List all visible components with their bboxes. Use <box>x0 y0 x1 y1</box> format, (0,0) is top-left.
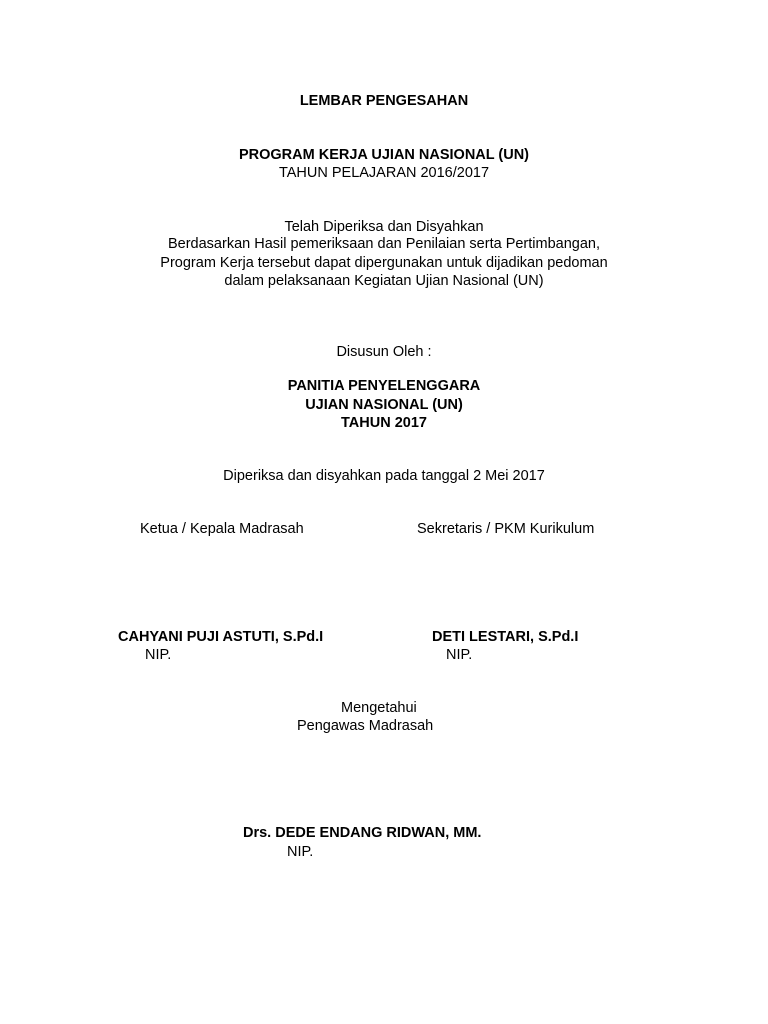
program-title: PROGRAM KERJA UJIAN NASIONAL (UN) <box>238 147 529 163</box>
supervisor-nip: NIP. <box>287 844 314 860</box>
right-signatory-role: Sekretaris / PKM Kurikulum <box>417 521 595 537</box>
committee-line-2: UJIAN NASIONAL (UN) <box>305 397 463 413</box>
approval-line-3: Program Kerja tersebut dapat dipergunakan untuk dijadikan pedoman <box>160 255 608 271</box>
acknowledge-label: Mengetahui <box>341 700 417 716</box>
supervisor-name: Drs. DEDE ENDANG RIDWAN, MM. <box>243 825 482 841</box>
left-signatory-name: CAHYANI PUJI ASTUTI, S.Pd.I <box>118 629 324 645</box>
approval-line-4: dalam pelaksanaan Kegiatan Ujian Nasional (UN) <box>224 273 544 289</box>
compiled-by-label: Disusun Oleh : <box>336 344 432 360</box>
right-signatory-nip: NIP. <box>446 647 473 663</box>
right-signatory-name: DETI LESTARI, S.Pd.I <box>432 629 579 645</box>
committee-line-1: PANITIA PENYELENGGARA <box>287 378 481 394</box>
document-title: LEMBAR PENGESAHAN <box>299 93 469 109</box>
approval-line-1: Telah Diperiksa dan Disyahkan <box>284 219 484 235</box>
approval-line-2: Berdasarkan Hasil pemeriksaan dan Penilaian serta Pertimbangan, <box>167 236 601 252</box>
left-signatory-nip: NIP. <box>145 647 172 663</box>
supervisor-role: Pengawas Madrasah <box>297 718 434 734</box>
left-signatory-role: Ketua / Kepala Madrasah <box>140 521 304 537</box>
approval-date: Diperiksa dan disyahkan pada tanggal 2 Mei 2017 <box>223 468 545 484</box>
committee-line-3: TAHUN 2017 <box>341 415 427 431</box>
academic-year: TAHUN PELAJARAN 2016/2017 <box>278 165 490 181</box>
